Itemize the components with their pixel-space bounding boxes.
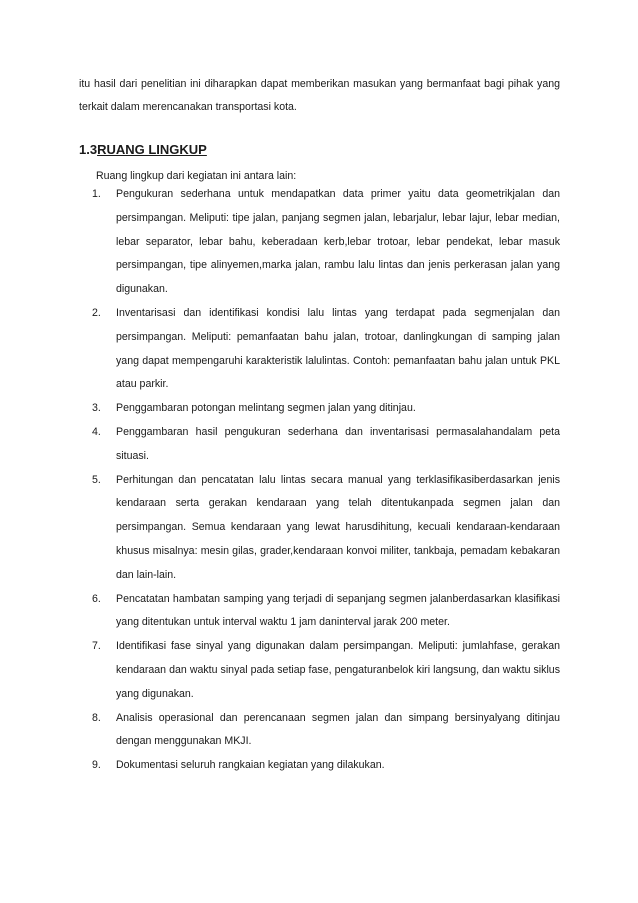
list-item xyxy=(92,707,560,755)
section-heading xyxy=(79,141,207,159)
list-item-text: Identifikasi fase sinyal yang digunakan dalam persimpangan. Meliputi: jumlahfase, gerakan kendaraan dan waktu sinyal pada setiap fase, pengaturanbelok kiri langsung, dan waktu siklus yang digunakan. xyxy=(116,640,560,700)
list-item-text: Pengukuran sederhana untuk mendapatkan data primer yaitu data geometrikjalan dan persimpangan. Meliputi: tipe jalan, panjang segmen jalan, lebarjalur, lebar lajur, lebar median, lebar separator, lebar bahu, keberadaan kerb,lebar trotoar, lebar pendekat, lebar masuk persimpangan, tipe alinyemen,marka jalan, rambu lalu lintas dan jenis perkerasan jalan yang digunakan. xyxy=(116,188,560,296)
list-item xyxy=(92,183,560,302)
list-item-text: Penggambaran hasil pengukuran sederhana dan inventarisasi permasalahandalam peta situasi. xyxy=(116,425,560,462)
list-item-number: 8. xyxy=(92,711,101,724)
list-item-text: Pencatatan hambatan samping yang terjadi di sepanjang segmen jalanberdasarkan klasifikasi yang ditentukan untuk interval waktu 1 jam daninterval jarak 200 meter. xyxy=(116,592,560,629)
list-item xyxy=(92,302,560,397)
list-item xyxy=(92,588,560,636)
section-number: 1.3 xyxy=(79,142,98,157)
list-item xyxy=(92,754,560,778)
list-item-number: 9. xyxy=(92,759,101,772)
list-item-text: Inventarisasi dan identifikasi kondisi lalu lintas yang terdapat pada segmenjalan dan persimpangan. Meliputi: pemanfaatan bahu jalan, trotoar, danlingkungan di samping jalan yang dapat mempengaruhi karakteristik lalulintas. Contoh: pemanfaatan bahu jalan untuk PKL atau parkir. xyxy=(116,306,560,391)
section-title: RUANG LINGKUP xyxy=(97,142,207,157)
list-item xyxy=(92,397,560,421)
list-item-text: Perhitungan dan pencatatan lalu lintas secara manual yang terklasifikasiberdasarkan jenis kendaraan serta gerakan kendaraan yang telah ditentukanpada segmen jalan dan persimpangan. Semua kendaraan yang lewat harusdihitung, kecuali kendaraan-kendaraan khusus misalnya: mesin gilas, grader,kendaraan konvoi militer, tankbaja, pemadam kebakaran dan lain-lain. xyxy=(116,473,560,581)
list-item xyxy=(92,635,560,706)
scope-list xyxy=(92,183,560,778)
list-item xyxy=(92,469,560,588)
list-item-number: 7. xyxy=(92,640,101,653)
intro-paragraph: itu hasil dari penelitian ini diharapkan dapat memberikan masukan yang bermanfaat bagi pihak yang terkait dalam merencanakan transportasi kota. xyxy=(79,78,560,113)
list-item-text: Penggambaran potongan melintang segmen jalan yang ditinjau. xyxy=(116,402,416,415)
list-item-number: 5. xyxy=(92,473,101,486)
list-item-number: 3. xyxy=(92,402,101,415)
list-item xyxy=(92,421,560,469)
list-item-number: 1. xyxy=(92,188,101,200)
list-item-number: 4. xyxy=(92,425,101,438)
list-item-text: Analisis operasional dan perencanaan segmen jalan dan simpang bersinyalyang ditinjau dengan menggunakan MKJI. xyxy=(116,711,560,748)
section-lead: Ruang lingkup dari kegiatan ini antara lain: xyxy=(96,170,297,182)
list-item-number: 6. xyxy=(92,592,101,605)
list-item-text: Dokumentasi seluruh rangkaian kegiatan yang dilakukan. xyxy=(116,759,385,772)
list-item-number: 2. xyxy=(92,306,101,319)
